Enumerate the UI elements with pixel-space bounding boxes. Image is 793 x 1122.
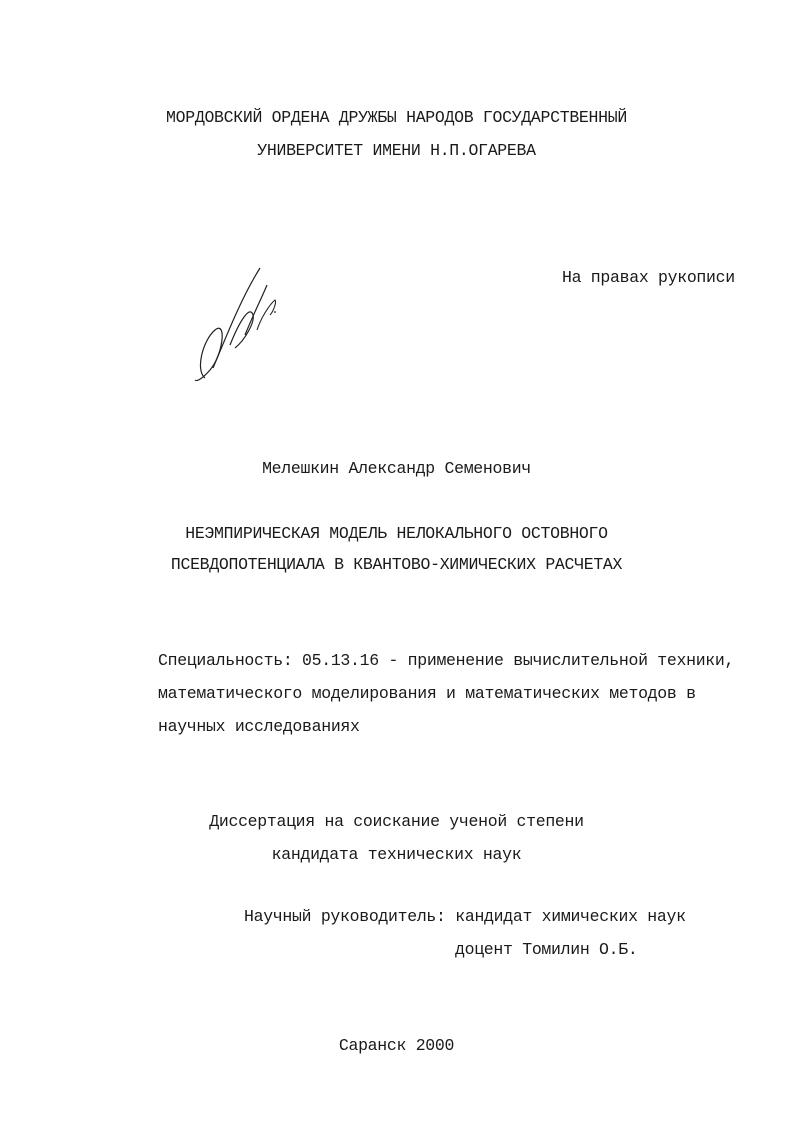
degree-line1: Диссертация на соискание ученой степени [209, 812, 584, 831]
specialty-line2: математического моделирования и математических методов в [158, 684, 696, 703]
dissertation-title-line1: НЕЭМПИРИЧЕСКАЯ МОДЕЛЬ НЕЛОКАЛЬНОГО ОСТОВНОГО [185, 524, 608, 543]
specialty-line3: научных исследованиях [158, 717, 360, 736]
university-name-line2: УНИВЕРСИТЕТ ИМЕНИ Н.П.ОГАРЕВА [257, 141, 536, 160]
degree-line2: кандидата технических наук [271, 845, 522, 864]
manuscript-rights-note: На правах рукописи [562, 268, 735, 287]
university-name-line1: МОРДОВСКИЙ ОРДЕНА ДРУЖБЫ НАРОДОВ ГОСУДАРСТВЕННЫЙ [166, 108, 627, 127]
handwritten-signature [185, 260, 285, 390]
author-name: Мелешкин Александр Семенович [262, 459, 531, 478]
advisor-line1: Научный руководитель: кандидат химических наук [244, 907, 686, 926]
dissertation-title-line2: ПСЕВДОПОТЕНЦИАЛА В КВАНТОВО-ХИМИЧЕСКИХ РАСЧЕТАХ [170, 555, 623, 574]
specialty-line1: Специальность: 05.13.16 - применение вычислительной техники, [158, 651, 735, 670]
advisor-line2: доцент Томилин О.Б. [455, 940, 638, 959]
place-and-year: Саранск 2000 [338, 1036, 455, 1055]
